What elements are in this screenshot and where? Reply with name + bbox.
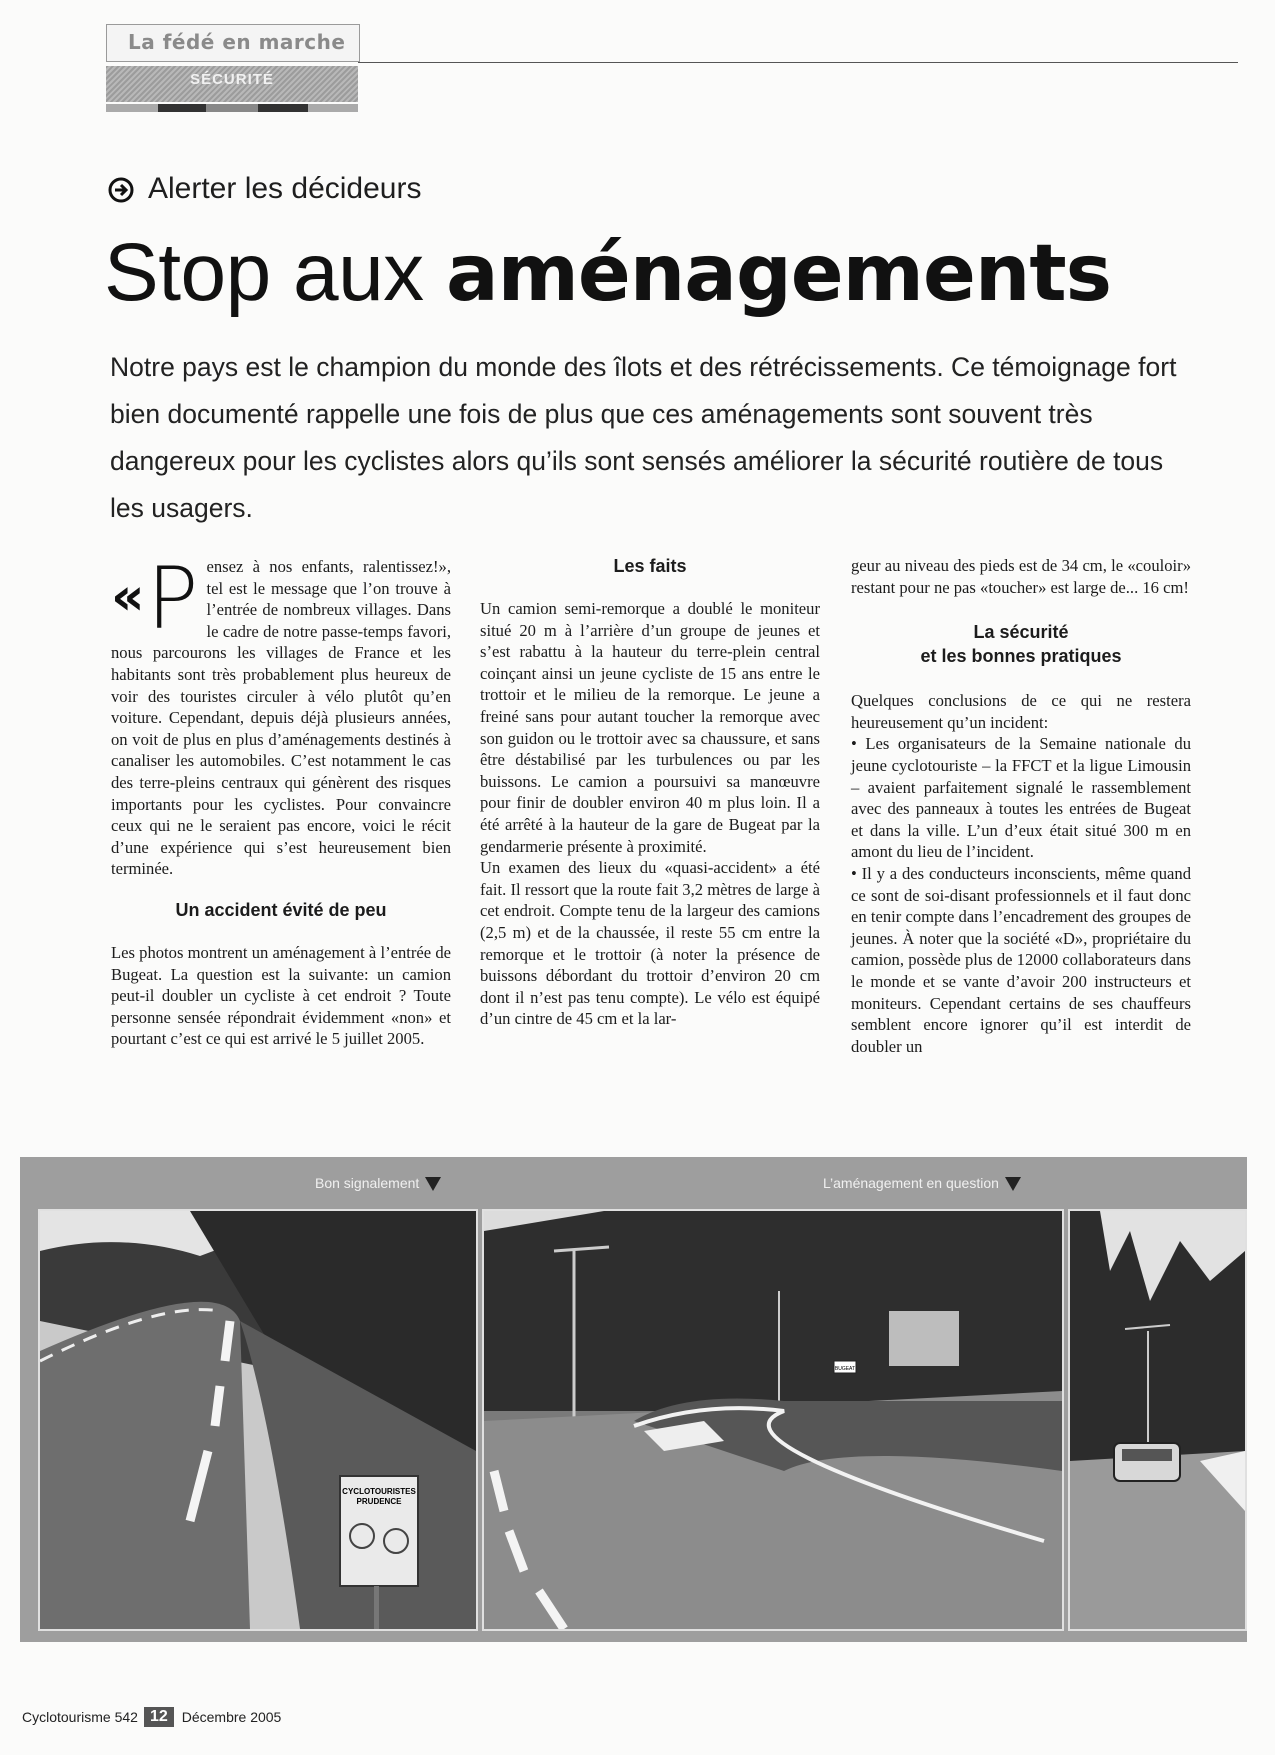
rubric-title: La fédé en marche: [128, 30, 346, 54]
headline-light: Stop aux: [104, 227, 446, 318]
issue-date: Décembre 2005: [181, 1709, 282, 1725]
caption-2-text: L’aménagement en question: [823, 1175, 999, 1191]
bullet-conducteurs: • Il y a des conducteurs inconscients, même quand ce sont de soi-disant professionnels et il faut donc en tenir compte dans l’encadrement des groupes de jeunes. À noter que la société «D», propriétaire du camion, possède plus de 12000 collaborateurs dans le monde et se vante d’avoir 200 instructeurs et moniteurs. Cependant certains de ses chauffeurs semblent encore ignorer qu’il est interdit de doubler un: [851, 863, 1191, 1056]
subhead-faits: Les faits: [613, 556, 687, 576]
caption-arrow-icon: [425, 1177, 441, 1191]
caption-amenagement: [823, 1175, 1021, 1191]
column-3: [851, 555, 1191, 1057]
photo-traffic-island: [482, 1209, 1064, 1631]
photo-3-image: [1070, 1211, 1245, 1629]
dropcap-letter: P: [146, 549, 199, 649]
paragraph-conclusions: Quelques conclusions de ce qui ne restera heureusement qu’un incident:: [851, 691, 1191, 732]
sign-text-2: PRUDENCE: [356, 1497, 402, 1506]
village-sign-text: BUGEAT: [834, 1366, 856, 1372]
photo-2-image: [484, 1211, 1062, 1629]
paragraph-faits: Un camion semi-remorque a doublé le moniteur situé 20 m à l’arrière d’un groupe de jeunes et s’est rabattu à la hauteur du terre-plein central coinçant ainsi un jeune cycliste de 15 ans entre le trottoir et le milieu de la remorque. Le jeune a freiné sans pour autant toucher la remorque avec son guidon ou le trottoir avec sa chaussure, et sans être déstabilisé par les turbulences ou par les buissons. Le camion a poursuivi sa manœuvre pour finir de doubler environ 40 m plus loin. Il a été arrêté à la hauteur de la gare de Bugeat par la gendarmerie présente à proximité.: [480, 599, 820, 856]
caption-bon-signalement: [315, 1175, 441, 1191]
bullet-organisateurs: • Les organisateurs de la Semaine nationale du jeune cyclotouriste – la FFCT et la ligue Limousin – avaient parfaitement signalé le rassemblement avec des panneaux à toutes les entrées de Bugeat et dans la ville. L’un d’eux était situé 300 m en amont du lieu de l’incident.: [851, 734, 1191, 862]
photo-island-with-car: [1068, 1209, 1247, 1631]
page-number: 12: [144, 1707, 174, 1727]
subhead-accident: Un accident évité de peu: [175, 899, 387, 920]
paragraph-largeur: geur au niveau des pieds est de 34 cm, le «couloir» restant pour ne pas «toucher» est large de... 16 cm!: [851, 556, 1191, 597]
headline: [104, 227, 1112, 319]
photo-1-image: [40, 1211, 476, 1629]
intro-paragraph: ensez à nos enfants, ralentissez!», tel est le message que l’on trouve à l’entrée de nombreux villages. Dans le cadre de notre passe-temps favori, nous parcourons les villages de France et les habitants sont très probablement plus heureux de voir des touristes circuler à vélo plutôt qu’en voiture. Cependant, depuis déjà plusieurs années, on voit de plus en plus d’aménagements destinés à canaliser les automobiles. C’est notamment le cas des terre-pleins centraux qui génèrent des risques importants pour les cyclistes. Pour convaincre ceux qui ne le seraient pas encore, voici le récit d’une expérience qui s’est heureusement bien terminée.: [111, 557, 451, 879]
quote-mark: «: [111, 567, 145, 627]
section-bars: [106, 104, 358, 112]
kicker: Alerter les décideurs: [148, 172, 422, 205]
sign-text-1: CYCLOTOURISTES: [342, 1487, 416, 1496]
header-rule: [358, 62, 1238, 63]
lead-paragraph: Notre pays est le champion du monde des îlots et des rétrécissements. Ce témoignage fort bien documenté rappelle une fois de plus que ces aménagements sont souvent très dangereux pour les cyclistes alors qu’ils sont sensés améliorer la sécurité routière de tous les usagers.: [110, 352, 1177, 523]
headline-bold: aménagements: [445, 229, 1112, 319]
arrow-circle-icon: [108, 177, 134, 203]
magazine-name: Cyclotourisme 542: [22, 1709, 138, 1725]
caption-1-text: Bon signalement: [315, 1175, 420, 1191]
photo-band: [20, 1157, 1247, 1642]
column-1: [111, 549, 451, 1050]
page-footer: [22, 1707, 281, 1727]
paragraph-photos: Les photos montrent un aménagement à l’entrée de Bugeat. La question est la suivante: un camion peut-il doubler un cycliste à cet endroit ? Toute personne sensée répondrait évidemment «non» et pourtant c’est ce qui est arrivé le 5 juillet 2005.: [111, 942, 451, 1049]
paragraph-examen: Un examen des lieux du «quasi-accident» a été fait. Il ressort que la route fait 3,2 mètres de large à cet endroit. Compte tenu de la largeur des camions (2,5 m) et de la chaussée, il reste 55 cm entre la remorque et le trottoir (à noter la présence de buissons débordant du trottoir d’environ 20 cm dont il n’est pas tenu compte). Le vélo est équipé d’un cintre de 45 cm et la lar-: [480, 858, 820, 1029]
subhead-securite-2: et les bonnes pratiques: [920, 646, 1122, 667]
photo-good-signage: [38, 1209, 478, 1631]
column-2: [480, 554, 820, 1030]
caption-arrow-icon: [1005, 1177, 1021, 1191]
dropcap: [111, 549, 199, 649]
subhead-securite-1: La sécurité: [973, 622, 1069, 643]
section-label: SÉCURITÉ: [190, 71, 274, 88]
